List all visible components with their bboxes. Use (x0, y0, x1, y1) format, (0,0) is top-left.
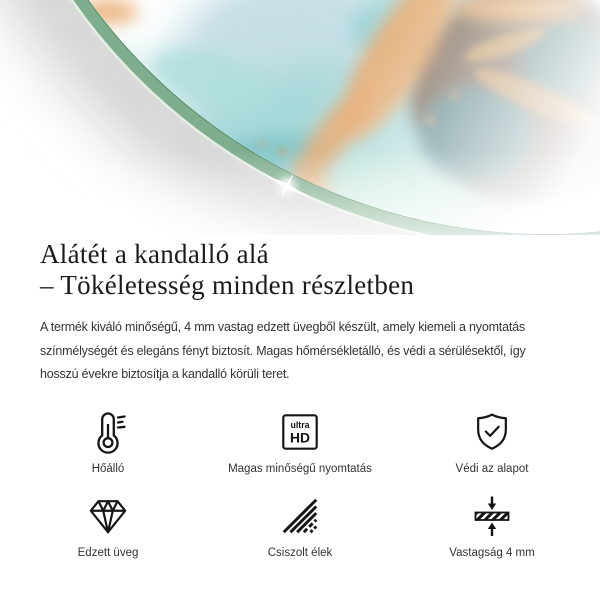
shield-check-icon (471, 411, 513, 453)
product-image-section (0, 0, 600, 235)
title-line-2: – Tökéletesség minden részletben (40, 270, 415, 300)
feature-protects-base (396, 409, 588, 475)
description-line: A termék kiváló minőségű, 4 mm vastag edzett üvegből készült, amely kiemeli a nyomtatás (40, 320, 525, 334)
description-line: színmélységét és elegáns fényt biztosít. Magas hőmérsékletálló, és védi a sérülésektől, így (40, 343, 526, 358)
diamond-icon (87, 495, 129, 537)
feature-tempered-glass (12, 493, 204, 559)
feature-grid (12, 409, 588, 559)
thickness-arrows-icon (470, 494, 514, 538)
feature-polished-edges (204, 493, 396, 559)
description-line: hosszú évekre biztosítja a kandalló körüli teret. (40, 367, 290, 381)
ultra-hd-icon (279, 411, 321, 453)
product-photo (0, 0, 600, 235)
title-line-1: Alátét a kandalló alá (40, 239, 269, 269)
page-title (40, 239, 560, 301)
feature-label: Vastagság 4 mm (449, 546, 535, 559)
svg-text:ultra: ultra (290, 419, 310, 430)
product-description (40, 316, 560, 387)
feature-label: Védi az alapot (455, 462, 529, 475)
polished-edge-icon (279, 495, 321, 537)
feature-label: Csiszolt élek (267, 546, 333, 559)
feature-label: Edzett üveg (77, 546, 139, 559)
feature-label: Magas minőségű nyomtatás (228, 462, 372, 475)
feature-heat-resistant (12, 409, 204, 475)
svg-text:HD: HD (290, 429, 310, 445)
feature-thickness (396, 493, 588, 559)
thermometer-icon (86, 410, 130, 454)
feature-label: Hőálló (91, 462, 125, 475)
feature-ultra-hd-print (204, 409, 396, 475)
